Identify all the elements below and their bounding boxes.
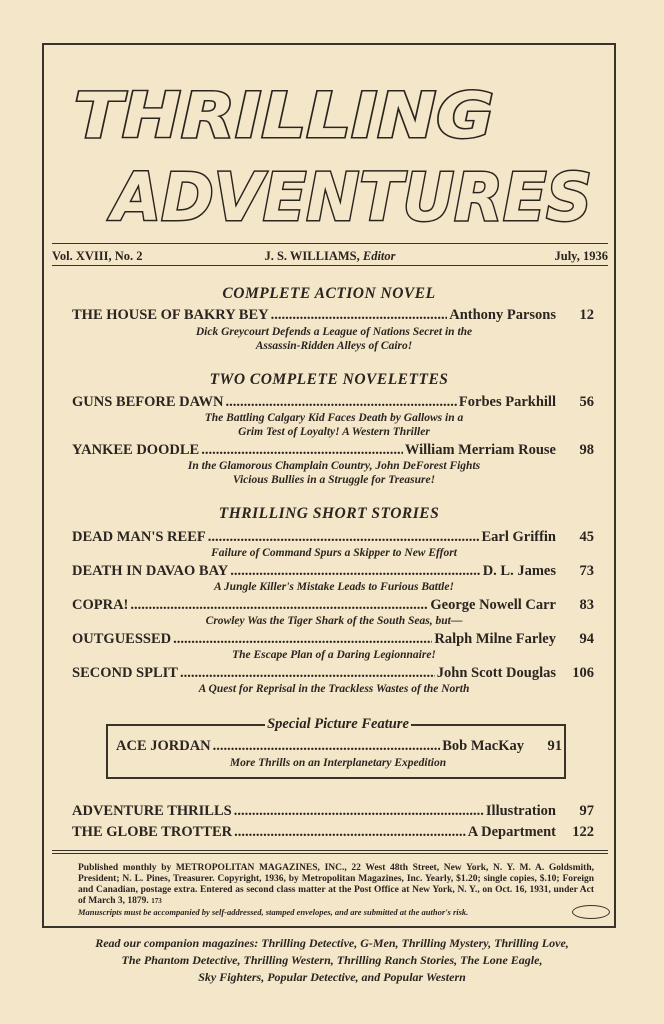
companion-magazines: Read our companion magazines: Thrilling Detective, G-Men, Thrilling Mystery, Thrilling Love, The Phantom Detective, Thrilling Western, Thrilling Ranch Stories, The Lone Eagle, Sky Fighters, Popular Detective, and Popular Western — [95, 936, 569, 984]
divider — [52, 243, 608, 244]
masthead-line2: ADVENTURES — [107, 159, 592, 236]
entry-teaser: The Battling Calgary Kid Faces Death by Gallows in a Grim Test of Loyalty! A Western Thriller — [204, 412, 464, 438]
toc-entry: YANKEE DOODLE ..... William Merriam Rouse 98 — [72, 442, 594, 459]
entry-teaser: Crowley Was the Tiger Shark of the South Seas, but— — [205, 615, 463, 627]
editor-credit: J. S. WILLIAMS, Editor — [264, 249, 396, 263]
issue-bar — [52, 247, 608, 265]
toc-entry: GUNS BEFORE DAWN ..... Forbes Parkhill 56 — [72, 394, 594, 411]
section-heading: TWO COMPLETE NOVELETTES — [209, 371, 449, 388]
toc-entry: COPRA! ..... George Nowell Carr 83 — [72, 597, 594, 614]
divider — [52, 850, 608, 851]
toc-entry: SECOND SPLIT ..... John Scott Douglas 106 — [72, 665, 594, 682]
department-entry: THE GLOBE TROTTER ..... A Department 122 — [72, 824, 594, 841]
publication-notice: Published monthly by METROPOLITAN MAGAZINES, INC., 22 West 48th Street, New York, N. Y. M. A. Goldsmith, President; N. L. Pines, Treasurer. Copyright, 1936, by Metropolitan Magazines, Inc. Yearly, $1.20; single copies, $.10; Foreign and Canadian, postage extra. Entered as second class matter at the Post Office at New York, N. Y., on Oct. 16, 1931, under Act of March 3, 1879. 173 Manuscripts must be accompanied by self-addressed, stamped envelopes, and are submitted at the author's risk. — [78, 863, 594, 917]
seal-icon — [572, 905, 610, 919]
feature-entry: ACE JORDAN ..... Bob MacKay 91 — [116, 738, 562, 755]
special-feature-box — [106, 716, 566, 779]
entry-teaser: The Escape Plan of a Daring Legionnaire! — [232, 649, 436, 661]
issue-date: July, 1936 — [554, 249, 608, 263]
entry-teaser: In the Glamorous Champlain Country, John DeForest Fights Vicious Bullies in a Struggle for Treasure! — [187, 460, 481, 486]
section-heading: THRILLING SHORT STORIES — [218, 505, 440, 522]
feature-heading: Special Picture Feature — [267, 716, 409, 732]
feature-teaser: More Thrills on an Interplanetary Expedition — [229, 757, 447, 769]
toc-entry: OUTGUESSED ..... Ralph Milne Farley 94 — [72, 631, 594, 648]
volume-number: Vol. XVIII, No. 2 — [52, 249, 143, 263]
section-heading: COMPLETE ACTION NOVEL — [222, 285, 436, 302]
entry-teaser: Failure of Command Spurs a Skipper to New Effort — [211, 547, 457, 559]
toc-entry: DEATH IN DAVAO BAY ..... D. L. James 73 — [72, 563, 594, 580]
toc-entry: THE HOUSE OF BAKRY BEY ..... Anthony Parsons 12 — [72, 307, 594, 324]
masthead-line1: THRILLING — [74, 79, 494, 152]
department-entry: ADVENTURE THRILLS ..... Illustration 97 — [72, 803, 594, 820]
contents-frame — [42, 43, 616, 928]
entry-teaser: A Quest for Reprisal in the Trackless Wastes of the North — [198, 683, 470, 695]
entry-teaser: Dick Greycourt Defends a League of Nations Secret in the Assassin-Ridden Alleys of Cairo! — [195, 326, 473, 352]
entry-teaser: A Jungle Killer's Mistake Leads to Furious Battle! — [214, 581, 454, 593]
toc-entry: DEAD MAN'S REEF ..... Earl Griffin 45 — [72, 529, 594, 546]
manuscript-notice: Manuscripts must be accompanied by self-addressed, stamped envelopes, and are submitted at the author's risk. — [78, 907, 469, 917]
masthead — [44, 45, 614, 241]
divider — [52, 853, 608, 854]
divider — [52, 265, 608, 266]
